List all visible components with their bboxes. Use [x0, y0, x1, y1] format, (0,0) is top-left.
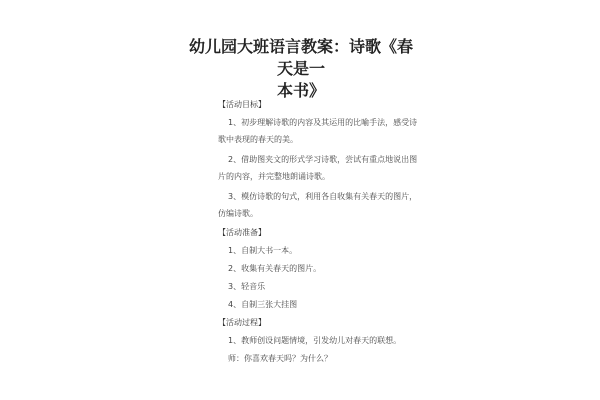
- prep-item-2: 2、收集有关春天的图片。: [228, 264, 322, 273]
- document-title: [186, 36, 416, 102]
- prep-heading: 【活动准备】: [218, 228, 266, 237]
- goal-1-line-1: 1、初步理解诗歌的内容及其运用的比喻手法，感受诗: [228, 118, 418, 127]
- teacher-question: 师：你喜欢春天吗？为什么？: [228, 354, 332, 363]
- goal-1-line-2: 歌中表现的春天的美。: [218, 135, 298, 144]
- prep-item-1: 1、自制大书一本。: [228, 246, 298, 255]
- goals-heading: 【活动目标】: [218, 100, 266, 109]
- goal-2-line-2: 片的内容，并完整地朗诵诗歌。: [218, 172, 330, 181]
- process-step-1: 1、教师创设问题情境，引发幼儿对春天的联想。: [228, 336, 402, 345]
- title-line-2: 本书》: [276, 81, 325, 100]
- goal-3-line-2: 仿编诗歌。: [218, 209, 258, 218]
- prep-item-3: 3、轻音乐: [228, 282, 266, 291]
- process-heading: 【活动过程】: [218, 318, 266, 327]
- prep-item-4: 4、自制三张大挂图: [228, 300, 298, 309]
- goal-3-line-1: 3、模仿诗歌的句式，利用各自收集有关春天的图片，: [228, 192, 418, 201]
- title-line-1: 幼儿园大班语言教案：诗歌《春天是一: [188, 37, 413, 78]
- goal-2-line-1: 2、借助图夹文的形式学习诗歌，尝试有重点地说出图: [228, 155, 418, 164]
